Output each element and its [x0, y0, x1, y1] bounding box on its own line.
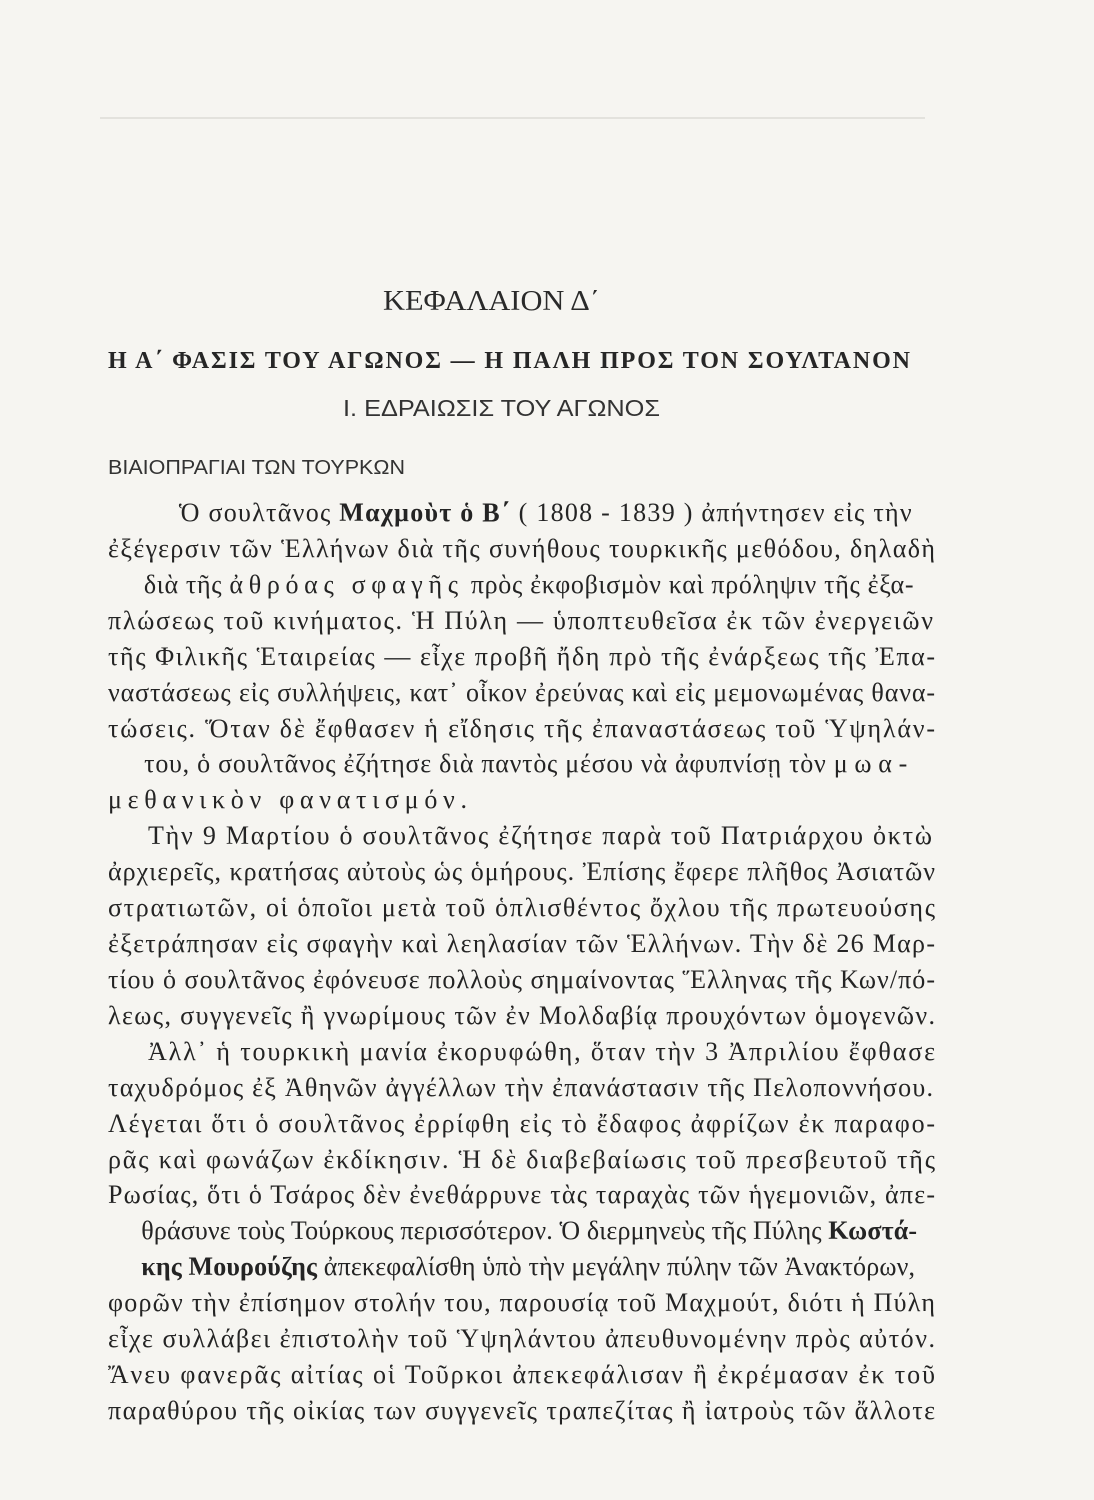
body-line: [108, 570, 935, 599]
body-line: [108, 749, 935, 778]
body-line: ρᾶς καὶ φωνάζων ἐκδίκησιν. Ἡ δὲ διαβεβαίωσις τοῦ πρεσβευτοῦ τῆς: [108, 1145, 936, 1174]
body-line: Ἄνευ φανερᾶς αἰτίας οἱ Τοῦρκοι ἀπεκεφάλισαν ἢ ἐκρέμασαν ἐκ τοῦ: [108, 1360, 936, 1389]
chapter-title: ΚΕΦΑΛΑΙΟΝ Δ΄: [383, 285, 600, 317]
chapter-subtitle: Η Α΄ ΦΑΣΙΣ ΤΟΥ ΑΓΩΝΟΣ — Η ΠΑΛΗ ΠΡΟΣ ΤΟΝ ΣΟΥΛΤΑΝΟΝ: [108, 348, 910, 374]
section-heading: Ι. ΕΔΡΑΙΩΣΙΣ ΤΟΥ ΑΓΩΝΟΣ: [343, 395, 660, 421]
body-line: φορῶν τὴν ἐπίσημον στολήν του, παρουσίᾳ τοῦ Μαχμούτ, διότι ἡ Πύλη: [108, 1288, 935, 1317]
body-line: πλώσεως τοῦ κινήματος. Ἡ Πύλη — ὑποπτευθεῖσα ἐκ τῶν ἐνεργειῶν: [108, 606, 933, 635]
body-line: [108, 1216, 937, 1245]
body-line: στρατιωτῶν, οἱ ὁποῖοι μετὰ τοῦ ὁπλισθέντος ὄχλου τῆς πρωτευούσης: [108, 893, 935, 922]
body-line-segment: ( 1808 - 1839 ) ἀπήντησεν εἰς τὴν: [510, 498, 912, 527]
body-line: Λέγεται ὅτι ὁ σουλτᾶνος ἐρρίφθη εἰς τὸ ἔδαφος ἀφρίζων ἐκ παραφο-: [108, 1109, 936, 1138]
body-line: παραθύρου τῆς οἰκίας των συγγενεῖς τραπεζίτας ἢ ἰατροὺς τῶν ἄλλοτε: [108, 1396, 935, 1425]
body-line: τῆς Φιλικῆς Ἑταιρείας — εἶχε προβῆ ἤδη πρὸ τῆς ἐνάρξεως τῆς Ἐπα-: [108, 642, 935, 671]
body-line-segment: του, ὁ σουλτᾶνος ἐζήτησε διὰ παντὸς μέσου νὰ ἀφυπνίσῃ τὸν: [144, 749, 834, 778]
body-line-segment: ἀπεκεφαλίσθη ὑπὸ τὴν μεγάλην πύλην τῶν Ἀνακτόρων,: [317, 1252, 916, 1281]
body-line: [108, 1252, 935, 1281]
body-line: ναστάσεως εἰς συλλήψεις, κατ᾽ οἶκον ἐρεύνας καὶ εἰς μεμονωμένας θανα-: [108, 678, 935, 707]
body-line: τώσεις. Ὅταν δὲ ἔφθασεν ἡ εἴδησις τῆς ἐπαναστάσεως τοῦ Ὑψηλάν-: [108, 714, 936, 743]
body-line-spaced-emphasis: μεθανικὸν φανατισμόν.: [108, 785, 468, 814]
bold-name-segment: κης Μουρούζης: [141, 1252, 317, 1281]
body-line: ἐξετράπησαν εἰς σφαγὴν καὶ λεηλασίαν τῶν Ἑλλήνων. Τὴν δὲ 26 Μαρ-: [108, 929, 936, 958]
body-line-segment: θράσυνε τοὺς Τούρκους περισσότερον. Ὁ διερμηνεὺς τῆς Πύλης: [141, 1216, 829, 1245]
body-line: Ρωσίας, ὅτι ὁ Τσάρος δὲν ἐνεθάρρυνε τὰς ταραχὰς τῶν ἡγεμονιῶν, ἀπε-: [108, 1180, 935, 1209]
body-line-segment: διὰ τῆς: [143, 570, 229, 599]
body-line: ἐξέγερσιν τῶν Ἑλλήνων διὰ τῆς συνήθους τουρκικῆς μεθόδου, δηλαδὴ: [108, 534, 935, 563]
subsection-heading: ΒΙΑΙΟΠΡΑΓΙΑΙ ΤΩΝ ΤΟΥΡΚΩΝ: [108, 457, 405, 479]
body-line: ταχυδρόμος ἐξ Ἀθηνῶν ἀγγέλλων τὴν ἐπανάστασιν τῆς Πελοποννήσου.: [108, 1073, 933, 1102]
body-line-segment: πρὸς ἐκφοβισμὸν καὶ πρόληψιν τῆς ἐξα-: [463, 570, 914, 599]
body-line: [140, 498, 935, 527]
bold-name-segment: Μαχμοὺτ ὁ Β΄: [339, 498, 510, 527]
body-line: Ἀλλ᾽ ἡ τουρκικὴ μανία ἐκορυφώθη, ὅταν τὴν 3 Ἀπριλίου ἔφθασε: [148, 1037, 935, 1066]
body-line-segment: Ὁ σουλτᾶνος: [178, 498, 339, 527]
body-line: εἶχε συλλάβει ἐπιστολὴν τοῦ Ὑψηλάντου ἀπευθυνομένην πρὸς αὐτόν.: [108, 1324, 935, 1353]
bold-name-segment: Κωστά-: [828, 1216, 918, 1245]
spaced-emphasis-segment: μωα-: [833, 749, 914, 778]
body-line: Τὴν 9 Μαρτίου ὁ σουλτᾶνος ἐζήτησε παρὰ τοῦ Πατριάρχου ὀκτὼ: [148, 821, 932, 850]
body-line: λεως, συγγενεῖς ἢ γνωρίμους τῶν ἐν Μολδαβίᾳ προυχόντων ὁμογενῶν.: [108, 1001, 935, 1030]
body-line: ἀρχιερεῖς, κρατήσας αὐτοὺς ὡς ὁμήρους. Ἐπίσης ἔφερε πλῆθος Ἀσιατῶν: [108, 857, 936, 886]
body-line: τίου ὁ σουλτᾶνος ἐφόνευσε πολλοὺς σημαίνοντας Ἕλληνας τῆς Κων/πό-: [108, 965, 935, 994]
spaced-emphasis-segment: ἀθρόας σφαγῆς: [229, 570, 464, 599]
